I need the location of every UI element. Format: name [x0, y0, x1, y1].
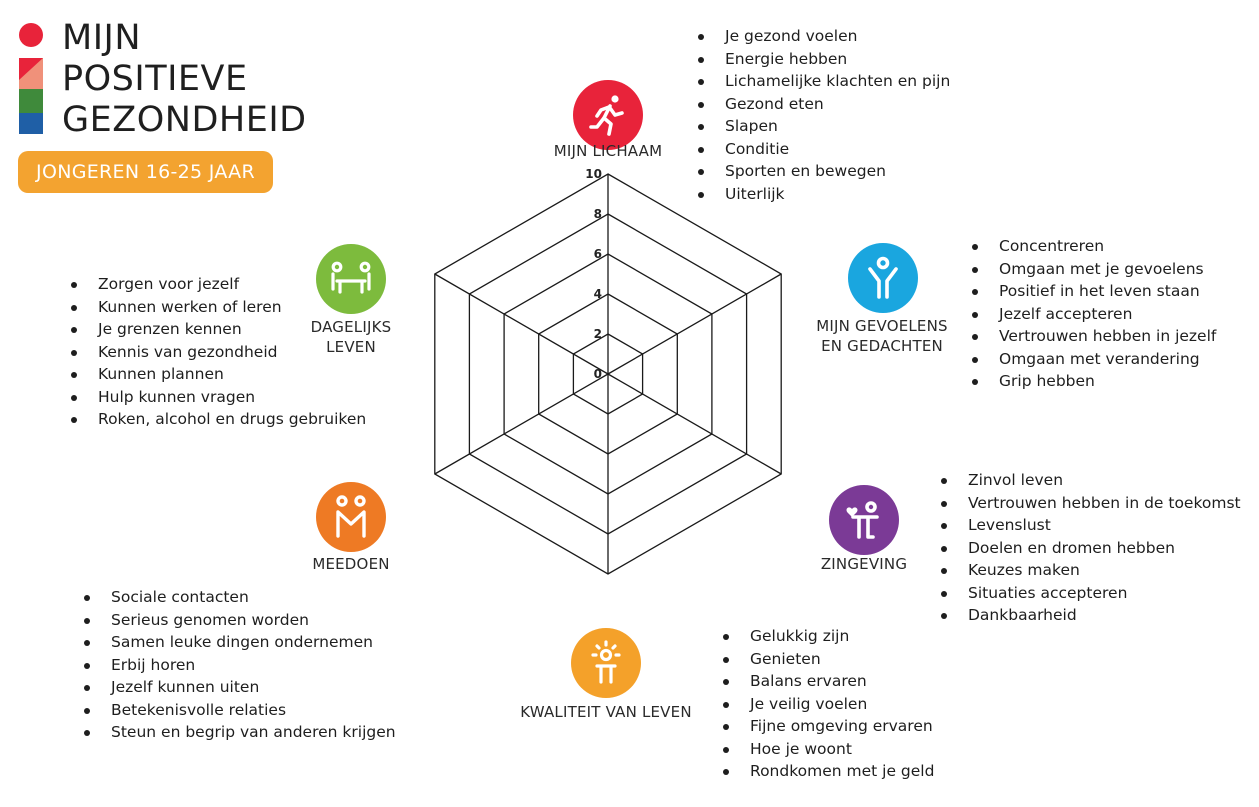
list-item: Samen leuke dingen ondernemen	[82, 631, 396, 654]
list-item: Erbij horen	[82, 654, 396, 677]
category-label-mijn-gevoelens	[782, 316, 982, 356]
item-list-meedoen	[82, 586, 396, 744]
scale-tick-label: 0	[593, 367, 602, 381]
category-label-line: DAGELIJKS	[310, 318, 392, 336]
scale-tick-label: 8	[593, 207, 602, 221]
radar-axis	[435, 274, 608, 374]
logo-line: POSITIEVE	[62, 59, 248, 99]
scale-tick-label: 6	[593, 247, 602, 261]
category-label-meedoen	[251, 554, 451, 574]
category-label-line: MEEDOEN	[312, 555, 390, 573]
list-item: Kennis van gezondheid	[69, 341, 366, 364]
category-label-line: ZINGEVING	[820, 555, 908, 573]
list-item: Je veilig voelen	[721, 693, 934, 716]
logo-line: GEZONDHEID	[62, 100, 307, 140]
list-item: Vertrouwen hebben in de toekomst	[939, 492, 1241, 515]
list-item: Betekenisvolle relaties	[82, 699, 396, 722]
item-list-dagelijks-leven	[69, 273, 366, 431]
category-label-kwaliteit-van-leven	[496, 702, 716, 722]
list-item: Zorgen voor jezelf	[69, 273, 366, 296]
item-list-kwaliteit-van-leven	[721, 625, 934, 783]
list-item: Omgaan met je gevoelens	[970, 258, 1216, 281]
list-item: Balans ervaren	[721, 670, 934, 693]
person-sun-icon	[571, 628, 641, 698]
list-item: Omgaan met verandering	[970, 348, 1216, 371]
list-item: Zinvol leven	[939, 469, 1241, 492]
list-item: Roken, alcohol en drugs gebruiken	[69, 408, 366, 431]
list-item: Vertrouwen hebben in jezelf	[970, 325, 1216, 348]
category-label-line: LEVEN	[326, 338, 376, 356]
running-person-icon	[573, 80, 643, 150]
list-item: Situaties accepteren	[939, 582, 1241, 605]
person-arms-up-icon	[848, 243, 918, 313]
category-label-zingeving	[764, 554, 964, 574]
list-item: Grip hebben	[970, 370, 1216, 393]
list-item: Uiterlijk	[696, 183, 950, 206]
list-item: Fijne omgeving ervaren	[721, 715, 934, 738]
list-item: Gezond eten	[696, 93, 950, 116]
list-item: Dankbaarheid	[939, 604, 1241, 627]
scale-tick-label: 2	[593, 327, 602, 341]
list-item: Lichamelijke klachten en pijn	[696, 70, 950, 93]
list-item: Rondkomen met je geld	[721, 760, 934, 783]
category-label-line: MIJN LICHAAM	[553, 142, 663, 160]
logo-line: MIJN	[62, 18, 142, 58]
category-label-line: MIJN GEVOELENS	[816, 317, 948, 335]
list-item: Steun en begrip van anderen krijgen	[82, 721, 396, 744]
list-item: Doelen en dromen hebben	[939, 537, 1241, 560]
category-label-mijn-lichaam	[508, 141, 708, 161]
list-item: Serieus genomen worden	[82, 609, 396, 632]
scale-tick-label: 4	[593, 287, 602, 301]
list-item: Energie hebben	[696, 48, 950, 71]
list-item: Levenslust	[939, 514, 1241, 537]
list-item: Je grenzen kennen	[69, 318, 366, 341]
category-label-line: EN GEDACHTEN	[821, 337, 943, 355]
radar-axis	[608, 274, 781, 374]
list-item: Genieten	[721, 648, 934, 671]
person-heart-icon	[829, 485, 899, 555]
list-item: Je gezond voelen	[696, 25, 950, 48]
list-item: Sociale contacten	[82, 586, 396, 609]
age-group-badge: JONGEREN 16-25 JAAR	[18, 151, 273, 193]
list-item: Sporten en bewegen	[696, 160, 950, 183]
two-people-icon	[316, 482, 386, 552]
category-label-line: KWALITEIT VAN LEVEN	[520, 703, 692, 721]
list-item: Conditie	[696, 138, 950, 161]
item-list-mijn-gevoelens	[970, 235, 1216, 393]
list-item: Kunnen plannen	[69, 363, 366, 386]
list-item: Jezelf accepteren	[970, 303, 1216, 326]
list-item: Gelukkig zijn	[721, 625, 934, 648]
list-item: Keuzes maken	[939, 559, 1241, 582]
scale-tick-label: 10	[585, 167, 602, 181]
list-item: Hoe je woont	[721, 738, 934, 761]
list-item: Slapen	[696, 115, 950, 138]
list-item: Kunnen werken of leren	[69, 296, 366, 319]
list-item: Hulp kunnen vragen	[69, 386, 366, 409]
list-item: Concentreren	[970, 235, 1216, 258]
item-list-mijn-lichaam	[696, 25, 950, 205]
radar-axis	[435, 374, 608, 474]
radar-axis	[608, 374, 781, 474]
list-item: Positief in het leven staan	[970, 280, 1216, 303]
list-item: Jezelf kunnen uiten	[82, 676, 396, 699]
item-list-zingeving	[939, 469, 1241, 627]
